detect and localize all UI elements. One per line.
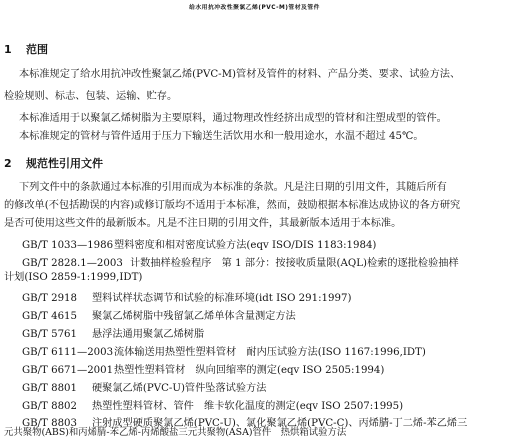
reference-code: GB/T 4615: [22, 311, 78, 322]
paragraph-line: 是否可使用这些文件的最新版本。凡是不注日期的引用文件，其最新版本适用于本标准。: [4, 218, 402, 229]
reference-title: 塑料密度和相对密度试验方法(eqv ISO/DIS 1183:1984): [114, 240, 377, 251]
reference-code: GB/T 2918: [22, 293, 78, 304]
document-title: 给水用抗冲改性聚氯乙烯(PVC-M)管材及管件: [189, 5, 320, 11]
reference-title: 热塑性塑料管材 纵向回缩率的测定(eqv ISO 2505:1994): [114, 365, 385, 376]
reference-entry: [22, 307, 296, 322]
reference-code: GB/T 6671—2001: [22, 365, 114, 376]
reference-code: GB/T 8802: [22, 401, 78, 412]
reference-title: 悬浮法通用聚氯乙烯树脂: [92, 329, 205, 340]
reference-code: GB/T 6111—2003: [22, 347, 114, 358]
reference-continuation: 元共聚物(ABS)和丙烯腈-苯乙烯-丙烯酸盐三元共聚物(ASA)管件 热烘箱试验方法: [4, 427, 347, 438]
reference-title: 硬聚氯乙烯(PVC-U)管件坠落试验方法: [92, 383, 267, 394]
reference-continuation: 计划(ISO 2859-1:1999,IDT): [4, 272, 143, 283]
reference-code: GB/T 8801: [22, 383, 78, 394]
reference-title: 计数抽样检验程序 第 1 部分：按接收质量限(AQL)检索的逐批检验抽样: [130, 258, 459, 269]
reference-title: 流体输送用热塑性塑料管材 耐内压试验方法(ISO 1167:1996,IDT): [114, 347, 426, 358]
reference-entry: [22, 254, 459, 269]
reference-entry: [22, 289, 351, 304]
paragraph-line: 本标准规定了给水用抗冲改性聚氯乙烯(PVC-M)管材及管件的材料、产品分类、要求、试验方法、: [19, 69, 461, 80]
reference-code: GB/T 8803: [22, 418, 78, 429]
reference-title: 聚氯乙烯树脂中残留氯乙烯单体含量测定方法: [92, 311, 296, 322]
section-heading-scope: [4, 41, 48, 57]
section-title: 范围: [26, 43, 48, 56]
paragraph-line: 本标准规定的管材与管件适用于压力下输送生活饮用水和一般用途水，水温不超过 45℃。: [19, 131, 424, 142]
reference-entry: [22, 361, 384, 376]
section-number: 2: [4, 157, 12, 170]
paragraph-line: 本标准适用于以聚氯乙烯树脂为主要原料，通过物理改性经挤出成型的管材和注塑成型的管件。: [19, 113, 447, 124]
reference-code: GB/T 1033—1986: [22, 240, 114, 251]
reference-title: 注射成型硬质聚氯乙烯(PVC-U)、氯化聚氯乙烯(PVC-C)、丙烯腈-丁二烯-苯乙烯三: [92, 418, 468, 429]
section-title: 规范性引用文件: [26, 157, 103, 170]
paragraph-line: 检验规则、标志、包装、运输、贮存。: [4, 91, 178, 102]
reference-code: GB/T 2828.1—2003: [22, 258, 123, 269]
reference-entry: [22, 325, 204, 340]
reference-entry: [22, 343, 426, 358]
paragraph-line: 下列文件中的条款通过本标准的引用而成为本标准的条款。凡是注日期的引用文件，其随后所有: [19, 182, 447, 193]
section-number: 1: [4, 43, 12, 56]
reference-entry: [22, 397, 403, 412]
reference-entry: [22, 236, 376, 251]
reference-code: GB/T 5761: [22, 329, 78, 340]
reference-title: 热塑性塑料管材、管件 维卡软化温度的测定(eqv ISO 2507:1995): [92, 401, 404, 412]
paragraph-line: 的修改单(不包括勘误的内容)或修订版均不适用于本标准，然而，鼓励根据本标准达成协议的各方研究: [4, 200, 461, 211]
reference-entry: [22, 379, 266, 394]
reference-title: 塑料试样状态调节和试验的标准环境(idt ISO 291:1997): [92, 293, 352, 304]
section-heading-normative-references: [4, 155, 103, 171]
